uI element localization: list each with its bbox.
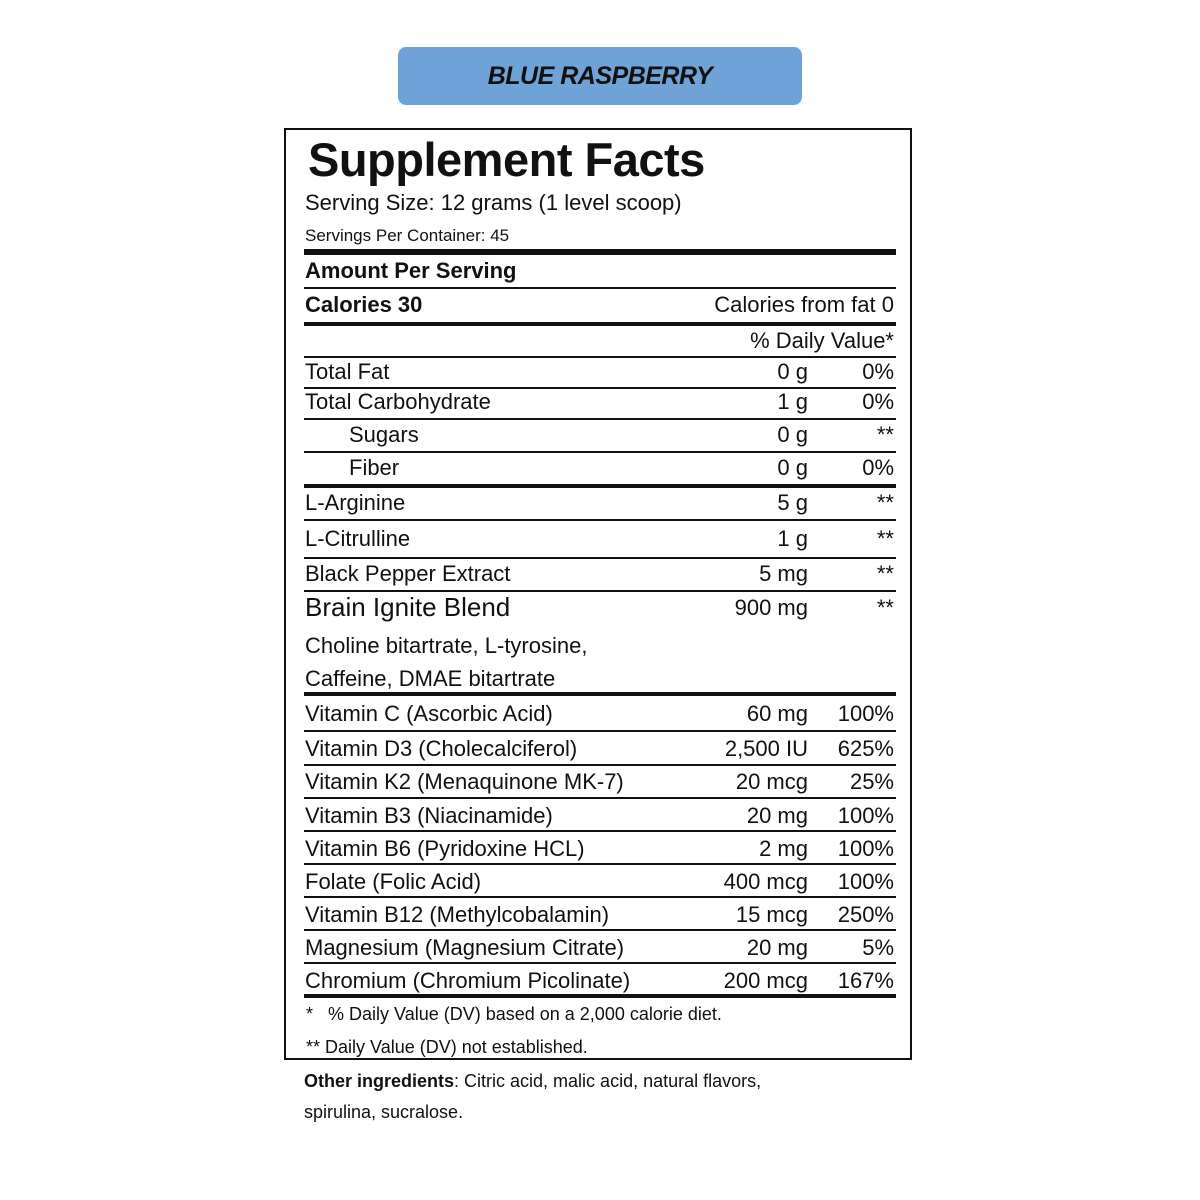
vitamin-amount: 400 mcg bbox=[723, 869, 808, 894]
blend-dv: ** bbox=[876, 595, 894, 620]
rule-medium bbox=[304, 692, 896, 696]
vitamin-name: Magnesium (Magnesium Citrate) bbox=[305, 935, 625, 960]
vitamin-dv: 100% bbox=[837, 869, 894, 894]
vitamin-name: Chromium (Chromium Picolinate) bbox=[305, 968, 631, 993]
rule bbox=[304, 287, 896, 289]
nutrient-amount: 0 g bbox=[777, 455, 808, 480]
rule bbox=[304, 764, 896, 766]
nutrient-name: Black Pepper Extract bbox=[305, 561, 511, 586]
rule bbox=[304, 896, 896, 898]
rule-thick bbox=[304, 249, 896, 255]
other-ingredients-text: : Citric acid, malic acid, natural flavors, spirulina, sucralose. bbox=[304, 1071, 762, 1122]
rule-medium bbox=[304, 322, 896, 326]
footnote-daily-value: * % Daily Value (DV) based on a 2,000 calorie diet. bbox=[306, 1004, 722, 1024]
calories-from-fat: Calories from fat 0 bbox=[714, 292, 894, 317]
blend-amount: 900 mg bbox=[734, 595, 808, 620]
vitamin-name: Folate (Folic Acid) bbox=[305, 869, 482, 894]
vitamin-dv: 625% bbox=[837, 736, 894, 761]
nutrient-name: Sugars bbox=[349, 422, 419, 447]
nutrient-dv: ** bbox=[876, 526, 894, 551]
nutrient-dv: 0% bbox=[862, 389, 894, 414]
vitamin-dv: 100% bbox=[837, 701, 894, 726]
nutrient-name: Total Carbohydrate bbox=[305, 389, 491, 414]
vitamin-dv: 100% bbox=[837, 803, 894, 828]
vitamin-dv: 250% bbox=[837, 902, 894, 927]
vitamin-dv: 167% bbox=[837, 968, 894, 993]
nutrient-dv: ** bbox=[876, 422, 894, 447]
vitamin-amount: 15 mcg bbox=[735, 902, 808, 927]
vitamin-amount: 60 mg bbox=[746, 701, 808, 726]
vitamin-name: Vitamin C (Ascorbic Acid) bbox=[305, 701, 553, 726]
nutrient-dv: 0% bbox=[862, 455, 894, 480]
blend-name: Brain Ignite Blend bbox=[305, 592, 511, 622]
blend-ingredients: Choline bitartrate, L-tyrosine, bbox=[305, 633, 588, 658]
calories: Calories 30 bbox=[305, 292, 423, 317]
footnote-not-established: ** Daily Value (DV) not established. bbox=[306, 1037, 588, 1057]
nutrient-name: L-Citrulline bbox=[305, 526, 411, 551]
serving-size: Serving Size: 12 grams (1 level scoop) bbox=[305, 190, 682, 215]
nutrient-amount: 0 g bbox=[777, 359, 808, 384]
rule bbox=[304, 418, 896, 420]
nutrient-name: Total Fat bbox=[305, 359, 390, 384]
rule bbox=[304, 797, 896, 799]
servings-per-container: Servings Per Container: 45 bbox=[305, 226, 510, 245]
rule-medium bbox=[304, 484, 896, 488]
rule bbox=[304, 557, 896, 559]
nutrient-amount: 5 mg bbox=[759, 561, 808, 586]
blend-ingredients: Caffeine, DMAE bitartrate bbox=[305, 666, 556, 691]
dv-header: % Daily Value* bbox=[750, 328, 894, 353]
vitamin-name: Vitamin K2 (Menaquinone MK-7) bbox=[305, 769, 624, 794]
vitamin-dv: 25% bbox=[849, 769, 894, 794]
facts-inner bbox=[304, 130, 896, 1058]
flavor-badge bbox=[398, 47, 802, 105]
nutrient-name: L-Arginine bbox=[305, 490, 406, 515]
vitamin-amount: 200 mcg bbox=[723, 968, 808, 993]
vitamin-name: Vitamin B3 (Niacinamide) bbox=[305, 803, 553, 828]
other-ingredients bbox=[304, 1066, 824, 1128]
rule bbox=[304, 356, 896, 358]
flavor-label: BLUE RASPBERRY bbox=[487, 61, 713, 90]
nutrient-dv: 0% bbox=[862, 359, 894, 384]
rule bbox=[304, 830, 896, 832]
rule bbox=[304, 730, 896, 732]
amount-per-serving-label: Amount Per Serving bbox=[305, 258, 517, 283]
nutrient-amount: 5 g bbox=[777, 490, 808, 515]
vitamin-dv: 5% bbox=[862, 935, 894, 960]
vitamin-amount: 20 mcg bbox=[735, 769, 808, 794]
nutrient-dv: ** bbox=[876, 561, 894, 586]
rule bbox=[304, 451, 896, 453]
rule-medium bbox=[304, 994, 896, 998]
vitamin-name: Vitamin B12 (Methylcobalamin) bbox=[305, 902, 610, 927]
rule bbox=[304, 929, 896, 931]
vitamin-amount: 2,500 IU bbox=[724, 736, 808, 761]
supplement-facts-panel bbox=[284, 128, 912, 1060]
facts-title: Supplement Facts bbox=[308, 133, 705, 186]
nutrient-amount: 1 g bbox=[777, 526, 808, 551]
rule bbox=[304, 519, 896, 521]
vitamin-amount: 2 mg bbox=[759, 836, 808, 861]
rule bbox=[304, 962, 896, 964]
nutrient-dv: ** bbox=[876, 490, 894, 515]
other-ingredients-label: Other ingredients bbox=[304, 1071, 455, 1091]
rule bbox=[304, 863, 896, 865]
vitamin-name: Vitamin B6 (Pyridoxine HCL) bbox=[305, 836, 585, 861]
nutrient-amount: 0 g bbox=[777, 422, 808, 447]
nutrient-amount: 1 g bbox=[777, 389, 808, 414]
vitamin-amount: 20 mg bbox=[746, 803, 808, 828]
vitamin-amount: 20 mg bbox=[746, 935, 808, 960]
nutrient-name: Fiber bbox=[349, 455, 400, 480]
vitamin-dv: 100% bbox=[837, 836, 894, 861]
vitamin-name: Vitamin D3 (Cholecalciferol) bbox=[305, 736, 578, 761]
